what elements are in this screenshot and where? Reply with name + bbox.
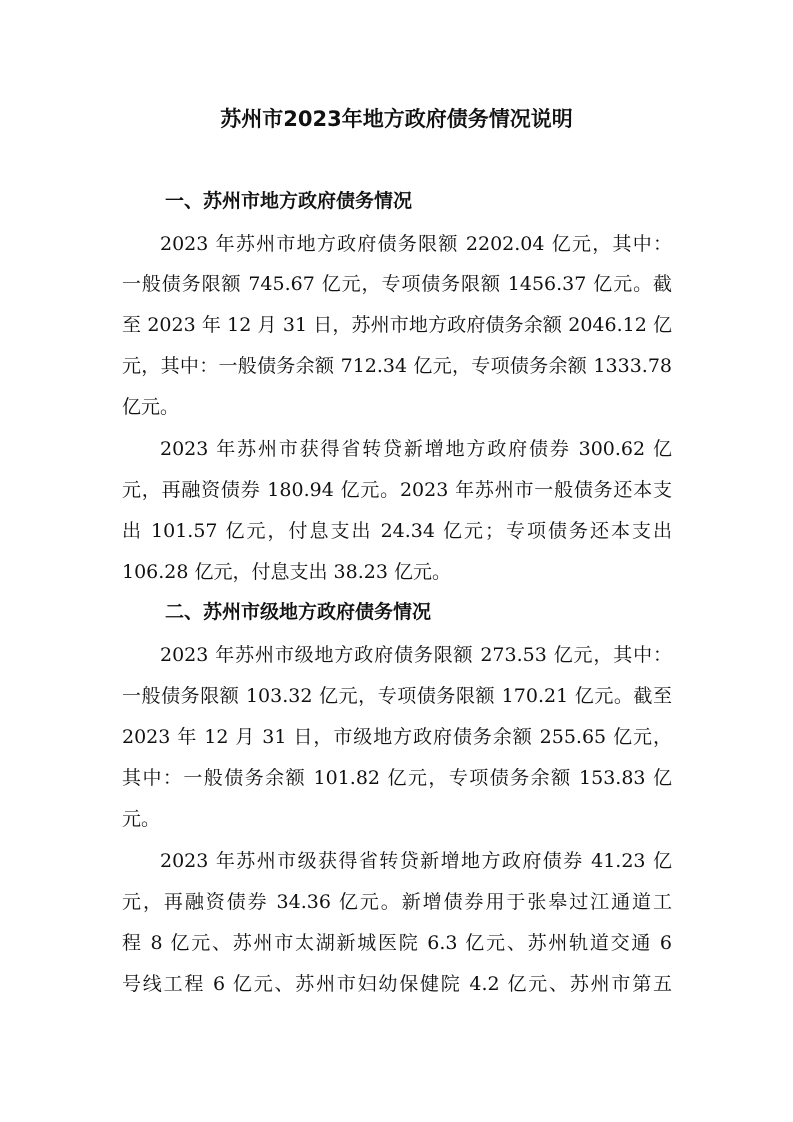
paragraph-line: 2023 年苏州市级获得省转贷新增地方政府债券 41.23 亿 — [160, 850, 672, 872]
paragraph-line: 元，再融资债券 34.36 亿元。新增债券用于张皋过江通道工 — [122, 891, 672, 913]
paragraph-line: 程 8 亿元、苏州市太湖新城医院 6.3 亿元、苏州轨道交通 6 — [122, 932, 672, 954]
paragraph-line: 106.28 亿元，付息支出 38.23 亿元。 — [122, 561, 451, 583]
paragraph-line: 元。 — [122, 808, 161, 830]
paragraph-line: 2023 年 12 月 31 日，市级地方政府债务余额 255.65 亿元， — [122, 726, 672, 748]
paragraph-line: 2023 年苏州市级地方政府债务限额 273.53 亿元，其中： — [160, 644, 672, 666]
paragraph-line: 一般债务限额 745.67 亿元，专项债务限额 1456.37 亿元。截 — [122, 273, 672, 295]
section-2-heading: 二、苏州市级地方政府债务情况 — [165, 601, 432, 623]
paragraph-line: 2023 年苏州市地方政府债务限额 2202.04 亿元，其中： — [160, 233, 672, 255]
paragraph-line: 号线工程 6 亿元、苏州市妇幼保健院 4.2 亿元、苏州市第五 — [122, 973, 672, 995]
paragraph-line: 其中：一般债务余额 101.82 亿元，专项债务余额 153.83 亿 — [122, 767, 672, 789]
paragraph-line: 元，再融资债券 180.94 亿元。2023 年苏州市一般债务还本支 — [122, 479, 672, 501]
paragraph-line: 2023 年苏州市获得省转贷新增地方政府债券 300.62 亿 — [160, 438, 672, 460]
paragraph-line: 一般债务限额 103.32 亿元，专项债务限额 170.21 亿元。截至 — [122, 685, 672, 707]
paragraph-line: 元，其中：一般债务余额 712.34 亿元，专项债务余额 1333.78 — [122, 355, 672, 377]
paragraph-line: 亿元。 — [122, 396, 180, 418]
paragraph-line: 至 2023 年 12 月 31 日，苏州市地方政府债务余额 2046.12 亿 — [122, 314, 672, 336]
paragraph-line: 出 101.57 亿元，付息支出 24.34 亿元；专项债务还本支出 — [122, 520, 672, 542]
section-1-heading: 一、苏州市地方政府债务情况 — [165, 190, 413, 212]
document-title: 苏州市2023年地方政府债务情况说明 — [220, 107, 573, 131]
